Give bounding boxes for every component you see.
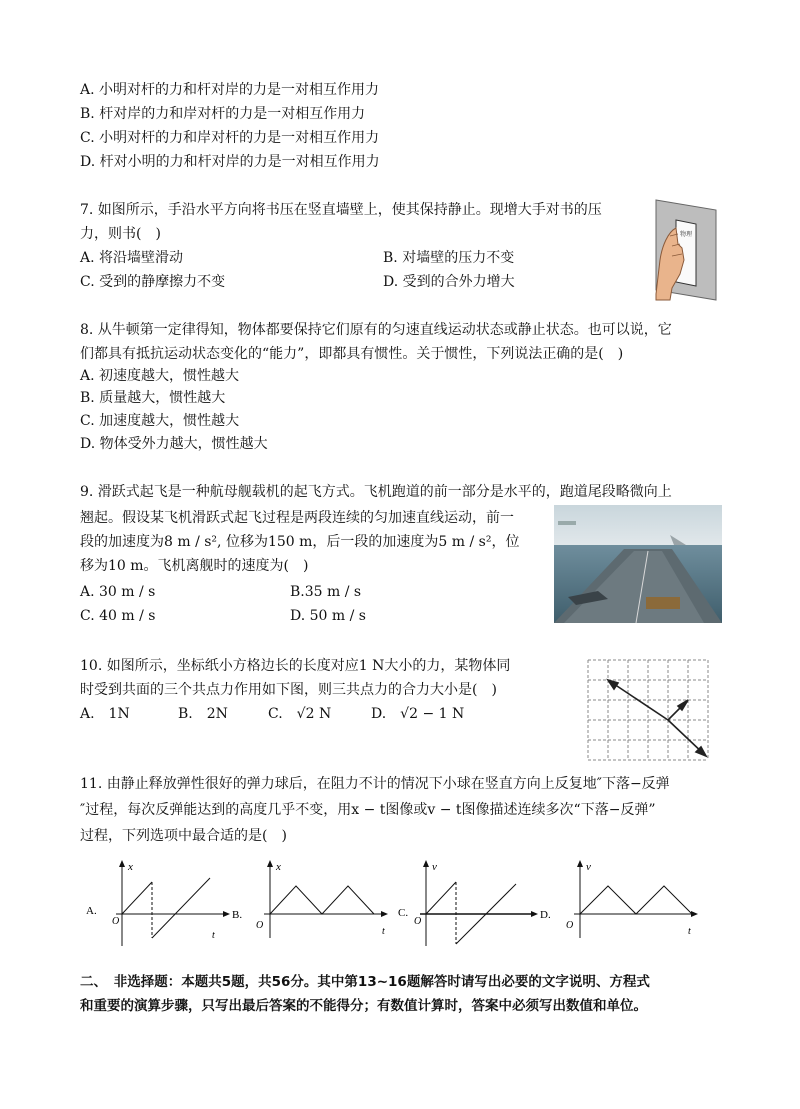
force-arrow-1 xyxy=(608,680,618,689)
q9-stem-line2: 翘起。假设某飞机滑跃式起飞过程是两段连续的匀加速直线运动，前一 xyxy=(80,510,514,526)
graph-c-xlabel: D. xyxy=(540,909,551,921)
q10-stem-line2: 时受到共面的三个共点力作用如下图，则三共点力的合力大小是( ) xyxy=(80,682,497,698)
q9-stem-line1: 9. 滑跃式起飞是一种航母舰载机的起飞方式。飞机跑道的前一部分是水平的，跑道尾段略微向上 xyxy=(80,484,672,500)
graph-b-ylabel: x xyxy=(276,861,281,873)
graph-a-option-label: A. xyxy=(86,905,97,917)
q10-option-a: A. 1N xyxy=(80,706,130,722)
q9-option-b: B.35 m / s xyxy=(290,584,362,600)
q9-option-a: A. 30 m / s xyxy=(80,584,156,600)
q11-stem-line1: 11. 由静止释放弹性很好的弹力球后，在阻力不计的情况下小球在竖直方向上反复地″下落−反弹 xyxy=(80,776,670,792)
section2-line1: 二、 非选择题：本题共5题，共56分。其中第13∼16题解答时请写出必要的文字说明、方程式 xyxy=(80,974,650,990)
graph-a-xlabel: B. xyxy=(232,909,243,921)
q7-stem-line2: 力，则书( ) xyxy=(80,226,161,242)
q9-option-d: D. 50 m / s xyxy=(290,608,366,624)
q9-stem-line4: 移为10 m。飞机离舰时的速度为( ) xyxy=(80,558,309,574)
graph-a xyxy=(86,858,246,950)
q11-stem-line2: ″过程，每次反弹能达到的高度几乎不变，用x − t图像或v − t图像描述连续多次“下落−反弹” xyxy=(80,802,656,818)
q8-option-c: C. 加速度越大，惯性越大 xyxy=(80,413,240,429)
q10-stem-line1: 10. 如图所示，坐标纸小方格边长的长度对应1 N大小的力，某物体同 xyxy=(80,658,511,674)
q6-option-d: D. 杆对小明的力和杆对岸的力是一对相互作用力 xyxy=(80,154,380,170)
graph-a-curve-2 xyxy=(152,878,210,938)
q7-option-c: C. 受到的静摩擦力不变 xyxy=(80,274,226,290)
graph-d-ylabel: v xyxy=(586,861,591,873)
q6-option-a: A. 小明对杆的力和杆对岸的力是一对相互作用力 xyxy=(80,82,380,98)
q7-option-b: B. 对墙壁的压力不变 xyxy=(383,250,515,266)
graph-b-xlabel: t xyxy=(382,926,385,937)
q11-stem-line3: 过程，下列选项中最合适的是( ) xyxy=(80,828,287,844)
book-label: 物理 xyxy=(680,232,693,238)
jet-blast-deflector xyxy=(646,597,680,609)
graph-d-origin: O xyxy=(566,920,574,931)
q8-option-a: A. 初速度越大，惯性越大 xyxy=(80,368,240,384)
graph-a-origin: O xyxy=(112,916,120,927)
hand-book-wall-figure xyxy=(652,196,720,304)
graph-c-origin: O xyxy=(414,916,422,927)
graph-b-curve xyxy=(270,886,374,914)
graph-a-ylabel: x xyxy=(128,861,133,873)
q7-option-d: D. 受到的合外力增大 xyxy=(383,274,515,290)
graph-c xyxy=(398,858,564,950)
grid-lines xyxy=(588,660,708,760)
graph-d xyxy=(560,858,710,950)
q8-stem-line1: 8. 从牛顿第一定律得知，物体都要保持它们原有的匀速直线运动状态或静止状态。也可以说，它 xyxy=(80,322,672,338)
q8-stem-line2: 们都具有抵抗运动状态变化的“能力”，即都具有惯性。关于惯性，下列说法正确的是( ) xyxy=(80,346,624,362)
q10-option-d: D. √2 − 1 N xyxy=(371,706,465,722)
q6-option-c: C. 小明对杆的力和岸对杆的力是一对相互作用力 xyxy=(80,130,380,146)
q10-option-b: B. 2N xyxy=(178,706,228,722)
q9-option-c: C. 40 m / s xyxy=(80,608,156,624)
q6-option-b: B. 杆对岸的力和岸对杆的力是一对相互作用力 xyxy=(80,106,366,122)
section2-line2: 和重要的演算步骤，只写出最后答案的不能得分；有数值计算时，答案中必须写出数值和单位。 xyxy=(80,998,647,1014)
q8-option-b: B. 质量越大，惯性越大 xyxy=(80,390,226,406)
graph-c-curve-1 xyxy=(426,882,456,914)
q7-stem-line1: 7. 如图所示，手沿水平方向将书压在竖直墙壁上，使其保持静止。现增大手对书的压 xyxy=(80,202,602,218)
graph-a-t-label: t xyxy=(212,930,215,941)
graph-d-curve xyxy=(580,886,692,914)
graph-b xyxy=(250,858,400,950)
graph-d-xlabel: t xyxy=(688,926,691,937)
graph-c-option-label: C. xyxy=(398,907,409,919)
force-arrow-2 xyxy=(678,700,688,710)
q7-option-a: A. 将沿墙壁滑动 xyxy=(80,250,184,266)
q10-option-c: C. √2 N xyxy=(268,706,332,722)
q8-option-d: D. 物体受外力越大，惯性越大 xyxy=(80,436,268,452)
force-grid-figure xyxy=(584,656,720,764)
graph-b-origin: O xyxy=(256,920,264,931)
aircraft-carrier-photo xyxy=(554,505,722,623)
graph-a-curve-1 xyxy=(122,882,152,914)
graph-c-ylabel: v xyxy=(432,861,437,873)
q9-stem-line3: 段的加速度为8 m / s², 位移为150 m，后一段的加速度为5 m / s²，位 xyxy=(80,534,520,550)
